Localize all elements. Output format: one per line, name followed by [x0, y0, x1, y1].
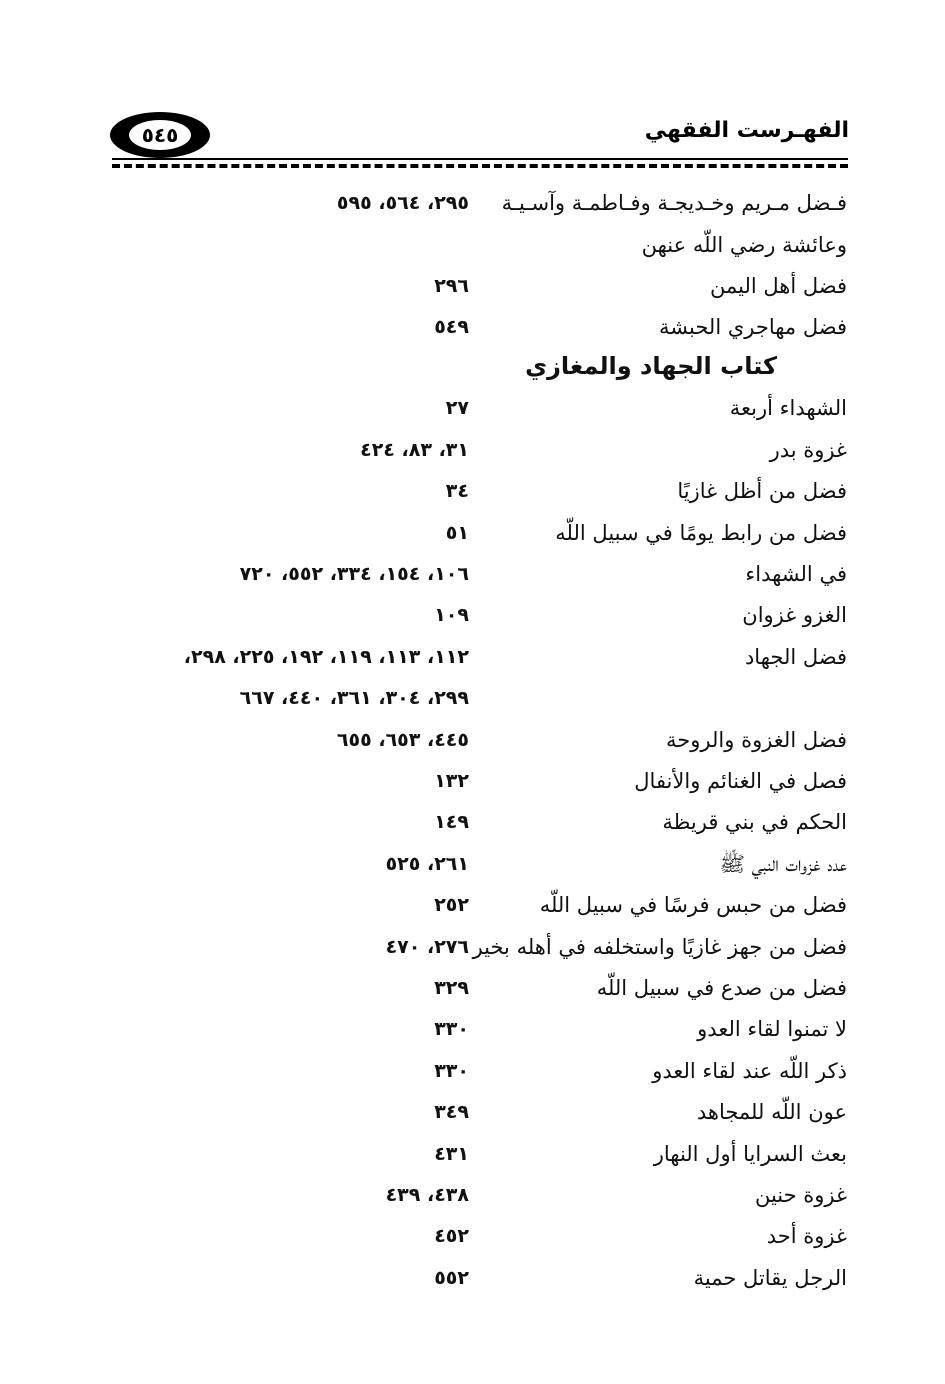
entry-topic: فـضل مـريم وخـديجـة وفـاطمـة وآسـيـة	[501, 191, 847, 215]
entry-topic: غزوة أحد	[766, 1224, 847, 1248]
header-dashed-rule	[112, 164, 848, 168]
entry-topic: عدد غزوات النبي ﷺ	[719, 852, 847, 876]
index-entry	[0, 594, 945, 636]
index-entry	[0, 512, 945, 554]
entry-topic: فضل الغزوة والروحة	[666, 728, 847, 752]
entry-pages: ١٣٢	[434, 770, 469, 792]
entry-topic: فضل من رابط يومًا في سبيل اللّه	[555, 521, 847, 545]
entry-pages: ٣٣٠	[434, 1018, 469, 1040]
entry-topic: فضل من حبس فرسًا في سبيل اللّه	[539, 893, 847, 917]
page-number-badge	[110, 112, 210, 158]
entry-pages: ١٤٩	[434, 811, 469, 833]
entry-pages: ١١٢، ١١٣، ١١٩، ١٩٢، ٢٢٥، ٢٩٨،	[183, 646, 469, 668]
index-entry	[0, 470, 945, 512]
entry-pages: ١٠٩	[434, 604, 469, 626]
entry-topic: فضل الجهاد	[744, 645, 847, 669]
index-entry	[0, 1008, 945, 1050]
entry-pages: ٢٧٦، ٤٧٠	[385, 936, 469, 958]
index-entry	[0, 182, 945, 224]
entry-pages: ١٠٦، ١٥٤، ٣٣٤، ٥٥٢، ٧٢٠	[239, 563, 469, 585]
entry-pages: ٤٣٨، ٤٣٩	[385, 1184, 469, 1206]
entry-pages: ٢٩٥، ٥٦٤، ٥٩٥	[336, 192, 469, 214]
entry-topic: لا تمنوا لقاء العدو	[697, 1017, 847, 1041]
entry-pages: ٥٥٢	[434, 1267, 469, 1289]
entry-topic: فضل من أظل غازيًا	[677, 479, 847, 503]
entry-topic: فصل في الغنائم والأنفال	[634, 769, 847, 793]
index-entry	[0, 1257, 945, 1299]
entry-pages: ٥٤٩	[434, 316, 469, 338]
index-entry	[0, 760, 945, 802]
entry-pages: ٣٢٩	[434, 977, 469, 999]
entry-topic: فضل مهاجري الحبشة	[659, 315, 847, 339]
index-entry	[0, 1133, 945, 1175]
index-entry	[0, 1050, 945, 1092]
index-entry	[0, 884, 945, 926]
index-entry	[0, 801, 945, 843]
page-number: ٥٤٥	[129, 120, 191, 150]
entry-topic: الحكم في بني قريظة	[662, 810, 847, 834]
index-entry	[0, 553, 945, 595]
entry-pages: ٤٣١	[434, 1143, 469, 1165]
index-entry	[0, 967, 945, 1009]
entry-topic: الرجل يقاتل حمية	[693, 1266, 847, 1290]
entry-topic: الغزو غزوان	[742, 603, 847, 627]
index-entry	[0, 306, 945, 348]
entry-pages: ٢٧	[445, 397, 469, 419]
index-entry	[0, 387, 945, 429]
section-heading: كتاب الجهاد والمغازي	[525, 352, 777, 380]
entry-pages: ٤٥٢	[434, 1225, 469, 1247]
header-rule	[112, 158, 848, 160]
index-entry-continuation	[0, 677, 945, 719]
index-entry	[0, 265, 945, 307]
entry-topic: في الشهداء	[745, 562, 847, 586]
entry-pages: ٤٤٥، ٦٥٣، ٦٥٥	[336, 729, 469, 751]
index-entry	[0, 926, 945, 968]
index-entry	[0, 1215, 945, 1257]
entry-pages: ٣٣٠	[434, 1060, 469, 1082]
entry-topic: فضل من صدع في سبيل اللّه	[596, 976, 847, 1000]
entry-topic: عون اللّه للمجاهد	[696, 1100, 847, 1124]
entry-topic: وعائشة رضي اللّه عنهن	[641, 233, 847, 257]
entry-topic: ذكر اللّه عند لقاء العدو	[652, 1059, 847, 1083]
entry-pages: ٢٥٢	[434, 894, 469, 916]
running-header-title: الفهـرست الفقهي	[644, 118, 849, 143]
entry-pages: ٣١، ٨٣، ٤٢٤	[360, 439, 469, 461]
index-entry	[0, 429, 945, 471]
entry-topic: غزوة بدر	[769, 438, 847, 462]
entry-topic: فضل أهل اليمن	[709, 274, 847, 298]
index-entry	[0, 1091, 945, 1133]
entry-topic: الشهداء أربعة	[729, 396, 847, 420]
entry-pages: ٣٤	[445, 480, 469, 502]
index-entry	[0, 843, 945, 885]
entry-topic: فضل من جهز غازيًا واستخلفه في أهله بخير	[472, 935, 847, 959]
entry-pages: ٢٩٩، ٣٠٤، ٣٦١، ٤٤٠، ٦٦٧	[239, 687, 469, 709]
index-entry	[0, 1174, 945, 1216]
index-entry	[0, 636, 945, 678]
index-entry	[0, 719, 945, 761]
index-entry	[0, 224, 945, 266]
entry-pages: ٢٩٦	[434, 275, 469, 297]
entry-topic: غزوة حنين	[754, 1183, 847, 1207]
entry-pages: ٢٦١، ٥٢٥	[385, 853, 469, 875]
entry-pages: ٥١	[445, 522, 469, 544]
entry-topic: بعث السرايا أول النهار	[653, 1142, 847, 1166]
entry-pages: ٣٤٩	[434, 1101, 469, 1123]
